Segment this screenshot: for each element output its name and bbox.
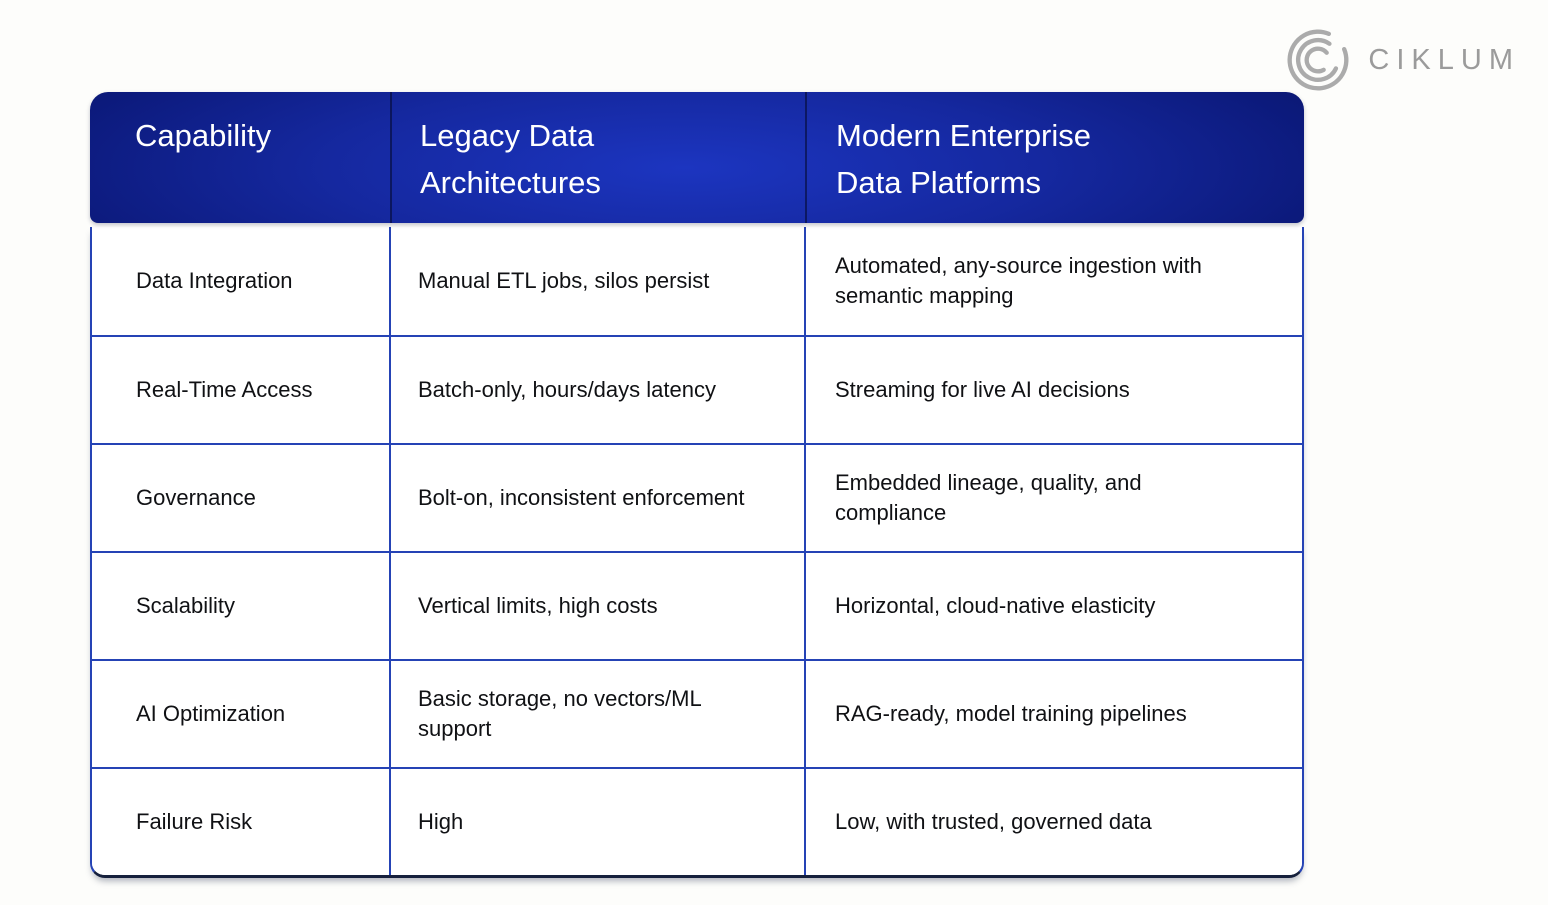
header-column-divider: [390, 92, 392, 223]
cell-legacy: Bolt-on, inconsistent enforcement: [391, 443, 806, 551]
cell-modern: Streaming for live AI decisions: [806, 335, 1302, 443]
cell-modern: Automated, any-source ingestion with semantic mapping: [806, 227, 1302, 335]
cell-legacy: Basic storage, no vectors/ML support: [391, 659, 806, 767]
header-label: Capability: [135, 118, 272, 153]
cell-modern: RAG-ready, model training pipelines: [806, 659, 1302, 767]
cell-capability: Data Integration: [92, 227, 391, 335]
cell-legacy: High: [391, 767, 806, 875]
cell-capability: Real-Time Access: [92, 335, 391, 443]
cell-modern: Embedded lineage, quality, and compliance: [806, 443, 1302, 551]
cell-legacy: Manual ETL jobs, silos persist: [391, 227, 806, 335]
cell-legacy: Batch-only, hours/days latency: [391, 335, 806, 443]
brand-name: CIKLUM: [1368, 43, 1520, 76]
table-header-row: [90, 92, 1304, 223]
cell-capability: Governance: [92, 443, 391, 551]
header-cell-legacy: [391, 92, 806, 223]
header-label: Modern Enterprise Data Platforms: [836, 118, 1092, 200]
brand-logo: [1284, 26, 1520, 94]
header-cell-modern: [806, 92, 1304, 223]
cell-capability: Failure Risk: [92, 767, 391, 875]
cell-capability: Scalability: [92, 551, 391, 659]
cell-modern: Low, with trusted, governed data: [806, 767, 1302, 875]
table-body: [90, 227, 1304, 878]
cell-legacy: Vertical limits, high costs: [391, 551, 806, 659]
comparison-table: [90, 92, 1304, 878]
header-column-divider: [805, 92, 807, 223]
header-cell-capability: [90, 92, 391, 223]
ciklum-arcs-icon: [1284, 26, 1352, 94]
header-label: Legacy Data Architectures: [420, 118, 601, 200]
cell-modern: Horizontal, cloud-native elasticity: [806, 551, 1302, 659]
cell-capability: AI Optimization: [92, 659, 391, 767]
